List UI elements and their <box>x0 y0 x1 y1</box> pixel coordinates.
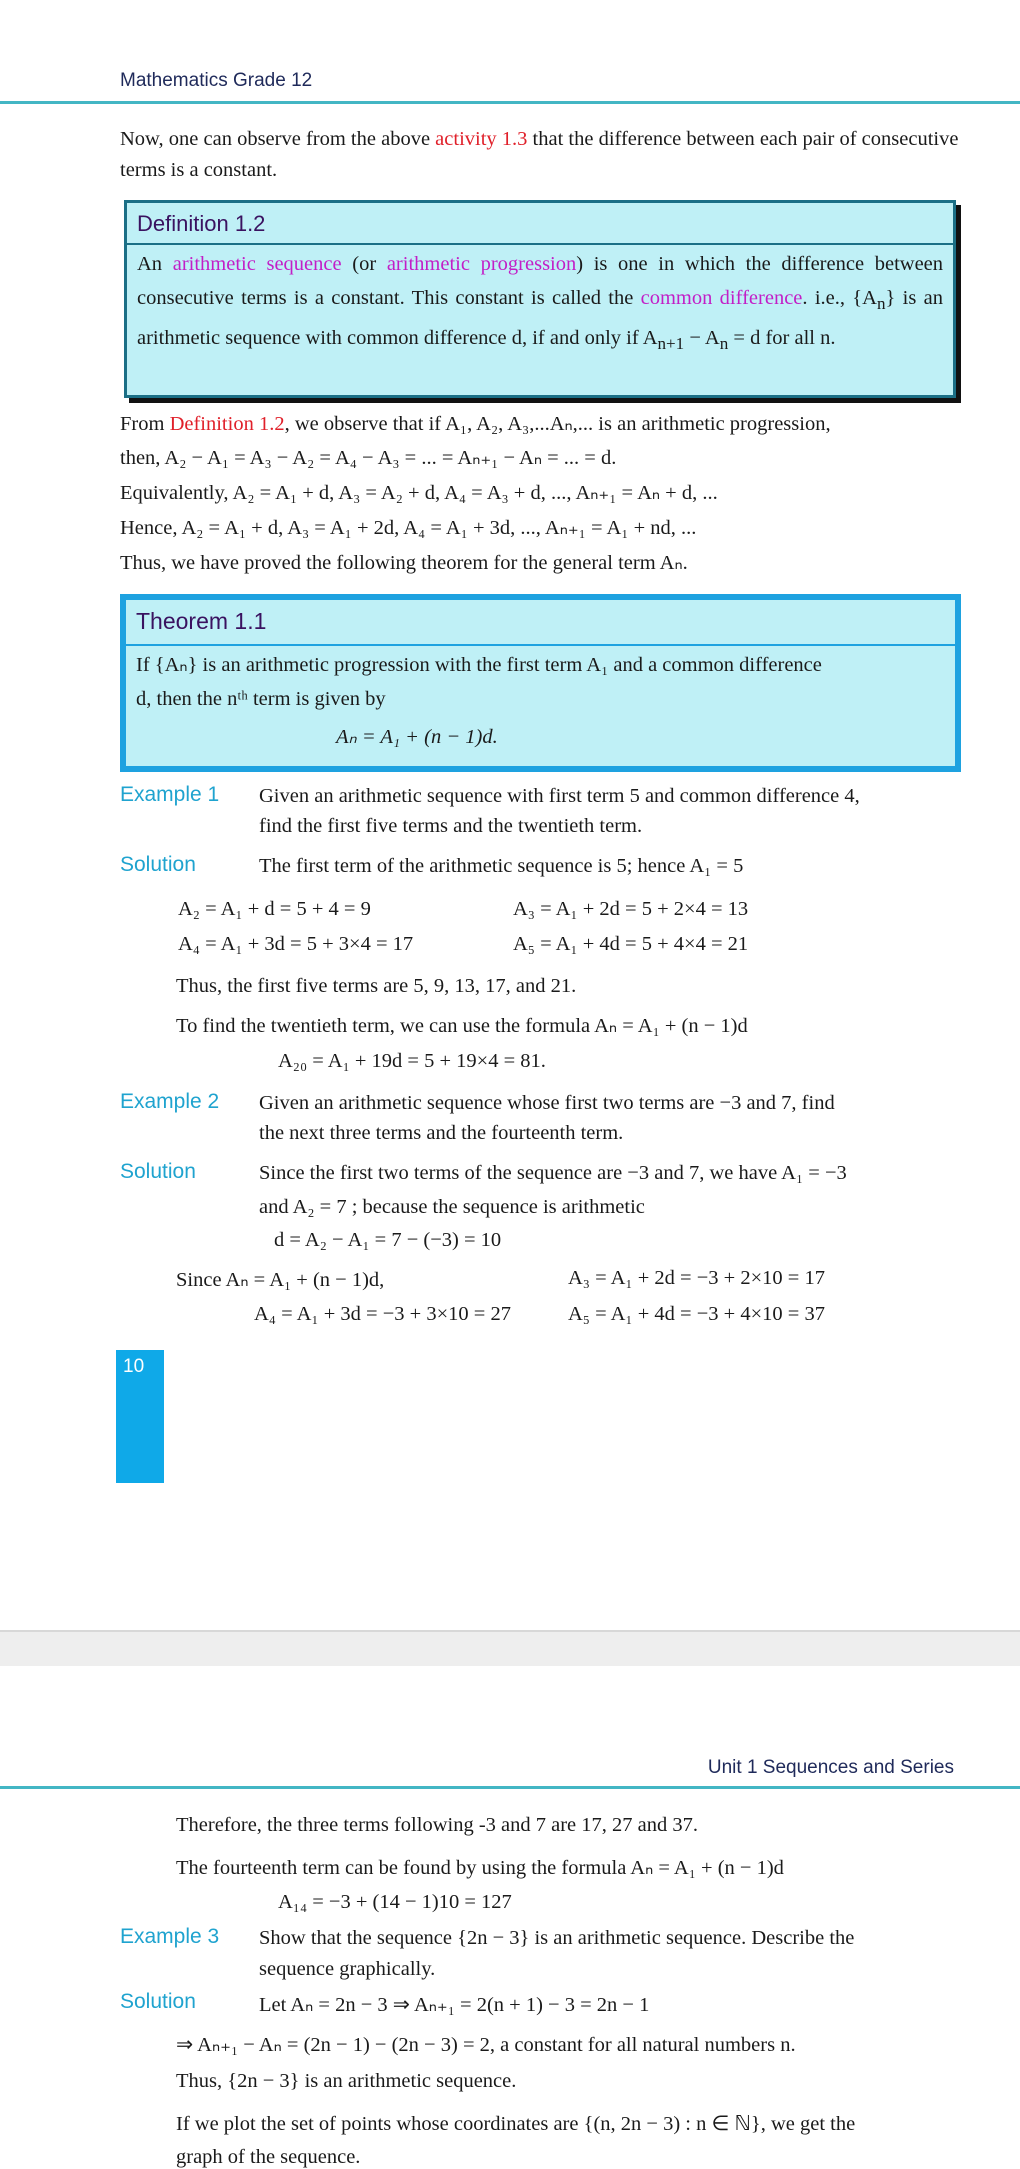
example-2-label: Example 2 <box>120 1090 220 1113</box>
solution-3-line-2: ⇒ Aₙ₊₁ − Aₙ = (2n − 1) − (2n − 3) = 2, a constant for all natural numbers n. <box>176 2034 796 2056</box>
example-3-line-2: sequence graphically. <box>259 1958 436 1980</box>
solution-2-label: Solution <box>120 1160 196 1183</box>
example-1-label: Example 1 <box>120 783 220 806</box>
example-2-line-1: Given an arithmetic sequence whose first two terms are −3 and 7, find <box>259 1092 835 1114</box>
theorem-separator <box>126 644 955 646</box>
observe-line-2: then, A₂ − A₁ = A₃ − A₂ = A₄ − A₃ = ... = Aₙ₊₁ − Aₙ = ... = d. <box>120 447 617 469</box>
example-1-line-2: find the first five terms and the twentieth term. <box>259 815 643 837</box>
running-header: Mathematics Grade 12 <box>120 70 313 91</box>
solution-2-line-1: Since the first two terms of the sequence are −3 and 7, we have A₁ = −3 <box>259 1162 847 1184</box>
observe-line-3: Equivalently, A₂ = A₁ + d, A₃ = A₂ + d, A₄ = A₃ + d, ..., Aₙ₊₁ = Aₙ + d, ... <box>120 482 718 504</box>
eq-a4: A₄ = A₁ + 3d = 5 + 3×4 = 17 <box>178 933 414 955</box>
page-break <box>0 1630 1020 1666</box>
example-1-line-1: Given an arithmetic sequence with first term 5 and common difference 4, <box>259 785 860 807</box>
running-header-unit: Unit 1 Sequences and Series <box>707 1757 954 1778</box>
eq-a2: A₂ = A₁ + d = 5 + 4 = 9 <box>178 898 371 920</box>
solution-1-line-4: A₂₀ = A₁ + 19d = 5 + 19×4 = 81. <box>278 1050 546 1072</box>
theorem-line-1: If {Aₙ} is an arithmetic progression with the first term A₁ and a common difference <box>136 654 822 676</box>
definition-text: An arithmetic sequence (or arithmetic progression) is one in which the difference between consecutive terms is a constant. This constant is called the common difference. i.e., $\{A_n\}$ is an arithmetic sequence with common difference d, if and only if $A_{n+1} - A_n = d$ for all n. <box>137 253 944 354</box>
theorem-title: Theorem 1.1 <box>136 608 267 634</box>
definition-title: Definition 1.2 <box>137 211 266 236</box>
header-rule <box>0 101 1020 104</box>
solution-2-line-4b: A₃ = A₁ + 2d = −3 + 2×10 = 17 <box>568 1267 825 1289</box>
example-3-line-1: Show that the sequence {2n − 3} is an arithmetic sequence. Describe the <box>259 1927 855 1949</box>
definition-separator <box>127 243 953 245</box>
page-number-tab: 10 <box>116 1350 164 1483</box>
page2-line-2: The fourteenth term can be found by using the formula Aₙ = A₁ + (n − 1)d <box>176 1857 784 1879</box>
solution-1-line-2: Thus, the first five terms are 5, 9, 13, 17, and 21. <box>176 975 577 997</box>
intro-paragraph: Now, one can observe from the above activity 1.3 that the difference between each pair of consecutive terms is a constant. <box>120 128 959 181</box>
example-2-line-2: the next three terms and the fourteenth term. <box>259 1122 624 1144</box>
header-rule-2 <box>0 1786 1020 1789</box>
eq-a5: A₅ = A₁ + 4d = 5 + 4×4 = 21 <box>513 933 749 955</box>
solution-3-line-5: graph of the sequence. <box>176 2146 361 2168</box>
solution-1-label: Solution <box>120 853 196 876</box>
solution-1-line-3: To find the twentieth term, we can use the formula Aₙ = A₁ + (n − 1)d <box>176 1015 748 1037</box>
solution-3-line-4: If we plot the set of points whose coordinates are {(n, 2n − 3) : n ∈ ℕ}, we get the <box>176 2113 856 2135</box>
theorem-box <box>120 594 961 772</box>
solution-1-line-1: The first term of the arithmetic sequence is 5; hence A₁ = 5 <box>259 855 744 877</box>
solution-2-line-2: and A₂ = 7 ; because the sequence is arithmetic <box>259 1196 645 1218</box>
page2-line-1: Therefore, the three terms following -3 and 7 are 17, 27 and 37. <box>176 1814 698 1836</box>
observe-line-4: Hence, A₂ = A₁ + d, A₃ = A₁ + 2d, A₄ = A₁ + 3d, ..., Aₙ₊₁ = A₁ + nd, ... <box>120 517 697 539</box>
page2-line-3: A₁₄ = −3 + (14 − 1)10 = 127 <box>278 1891 512 1913</box>
activity-link[interactable]: activity 1.3 <box>435 128 528 150</box>
observe-line-1: From Definition 1.2, we observe that if A₁, A₂, A₃,...Aₙ,... is an arithmetic progression, <box>120 413 831 435</box>
solution-2-line-5a: A₄ = A₁ + 3d = −3 + 3×10 = 27 <box>254 1303 511 1325</box>
definition-link[interactable]: Definition 1.2 <box>169 413 285 435</box>
solution-2-line-5b: A₅ = A₁ + 4d = −3 + 4×10 = 37 <box>568 1303 825 1325</box>
theorem-line-2: d, then the nᵗʰ term is given by <box>136 688 386 710</box>
solution-3-label: Solution <box>120 1990 196 2013</box>
solution-3-line-1: Let Aₙ = 2n − 3 ⇒ Aₙ₊₁ = 2(n + 1) − 3 = 2n − 1 <box>259 1994 650 2016</box>
observe-line-5: Thus, we have proved the following theorem for the general term Aₙ. <box>120 552 688 574</box>
definition-box <box>124 200 956 398</box>
solution-2-line-3: d = A₂ − A₁ = 7 − (−3) = 10 <box>274 1229 502 1251</box>
solution-2-line-4a: Since Aₙ = A₁ + (n − 1)d, <box>176 1269 385 1291</box>
eq-a3: A₃ = A₁ + 2d = 5 + 2×4 = 13 <box>513 898 749 920</box>
solution-3-line-3: Thus, {2n − 3} is an arithmetic sequence. <box>176 2070 517 2092</box>
example-3-label: Example 3 <box>120 1925 220 1948</box>
theorem-formula: Aₙ = A₁ + (n − 1)d. <box>336 726 498 748</box>
